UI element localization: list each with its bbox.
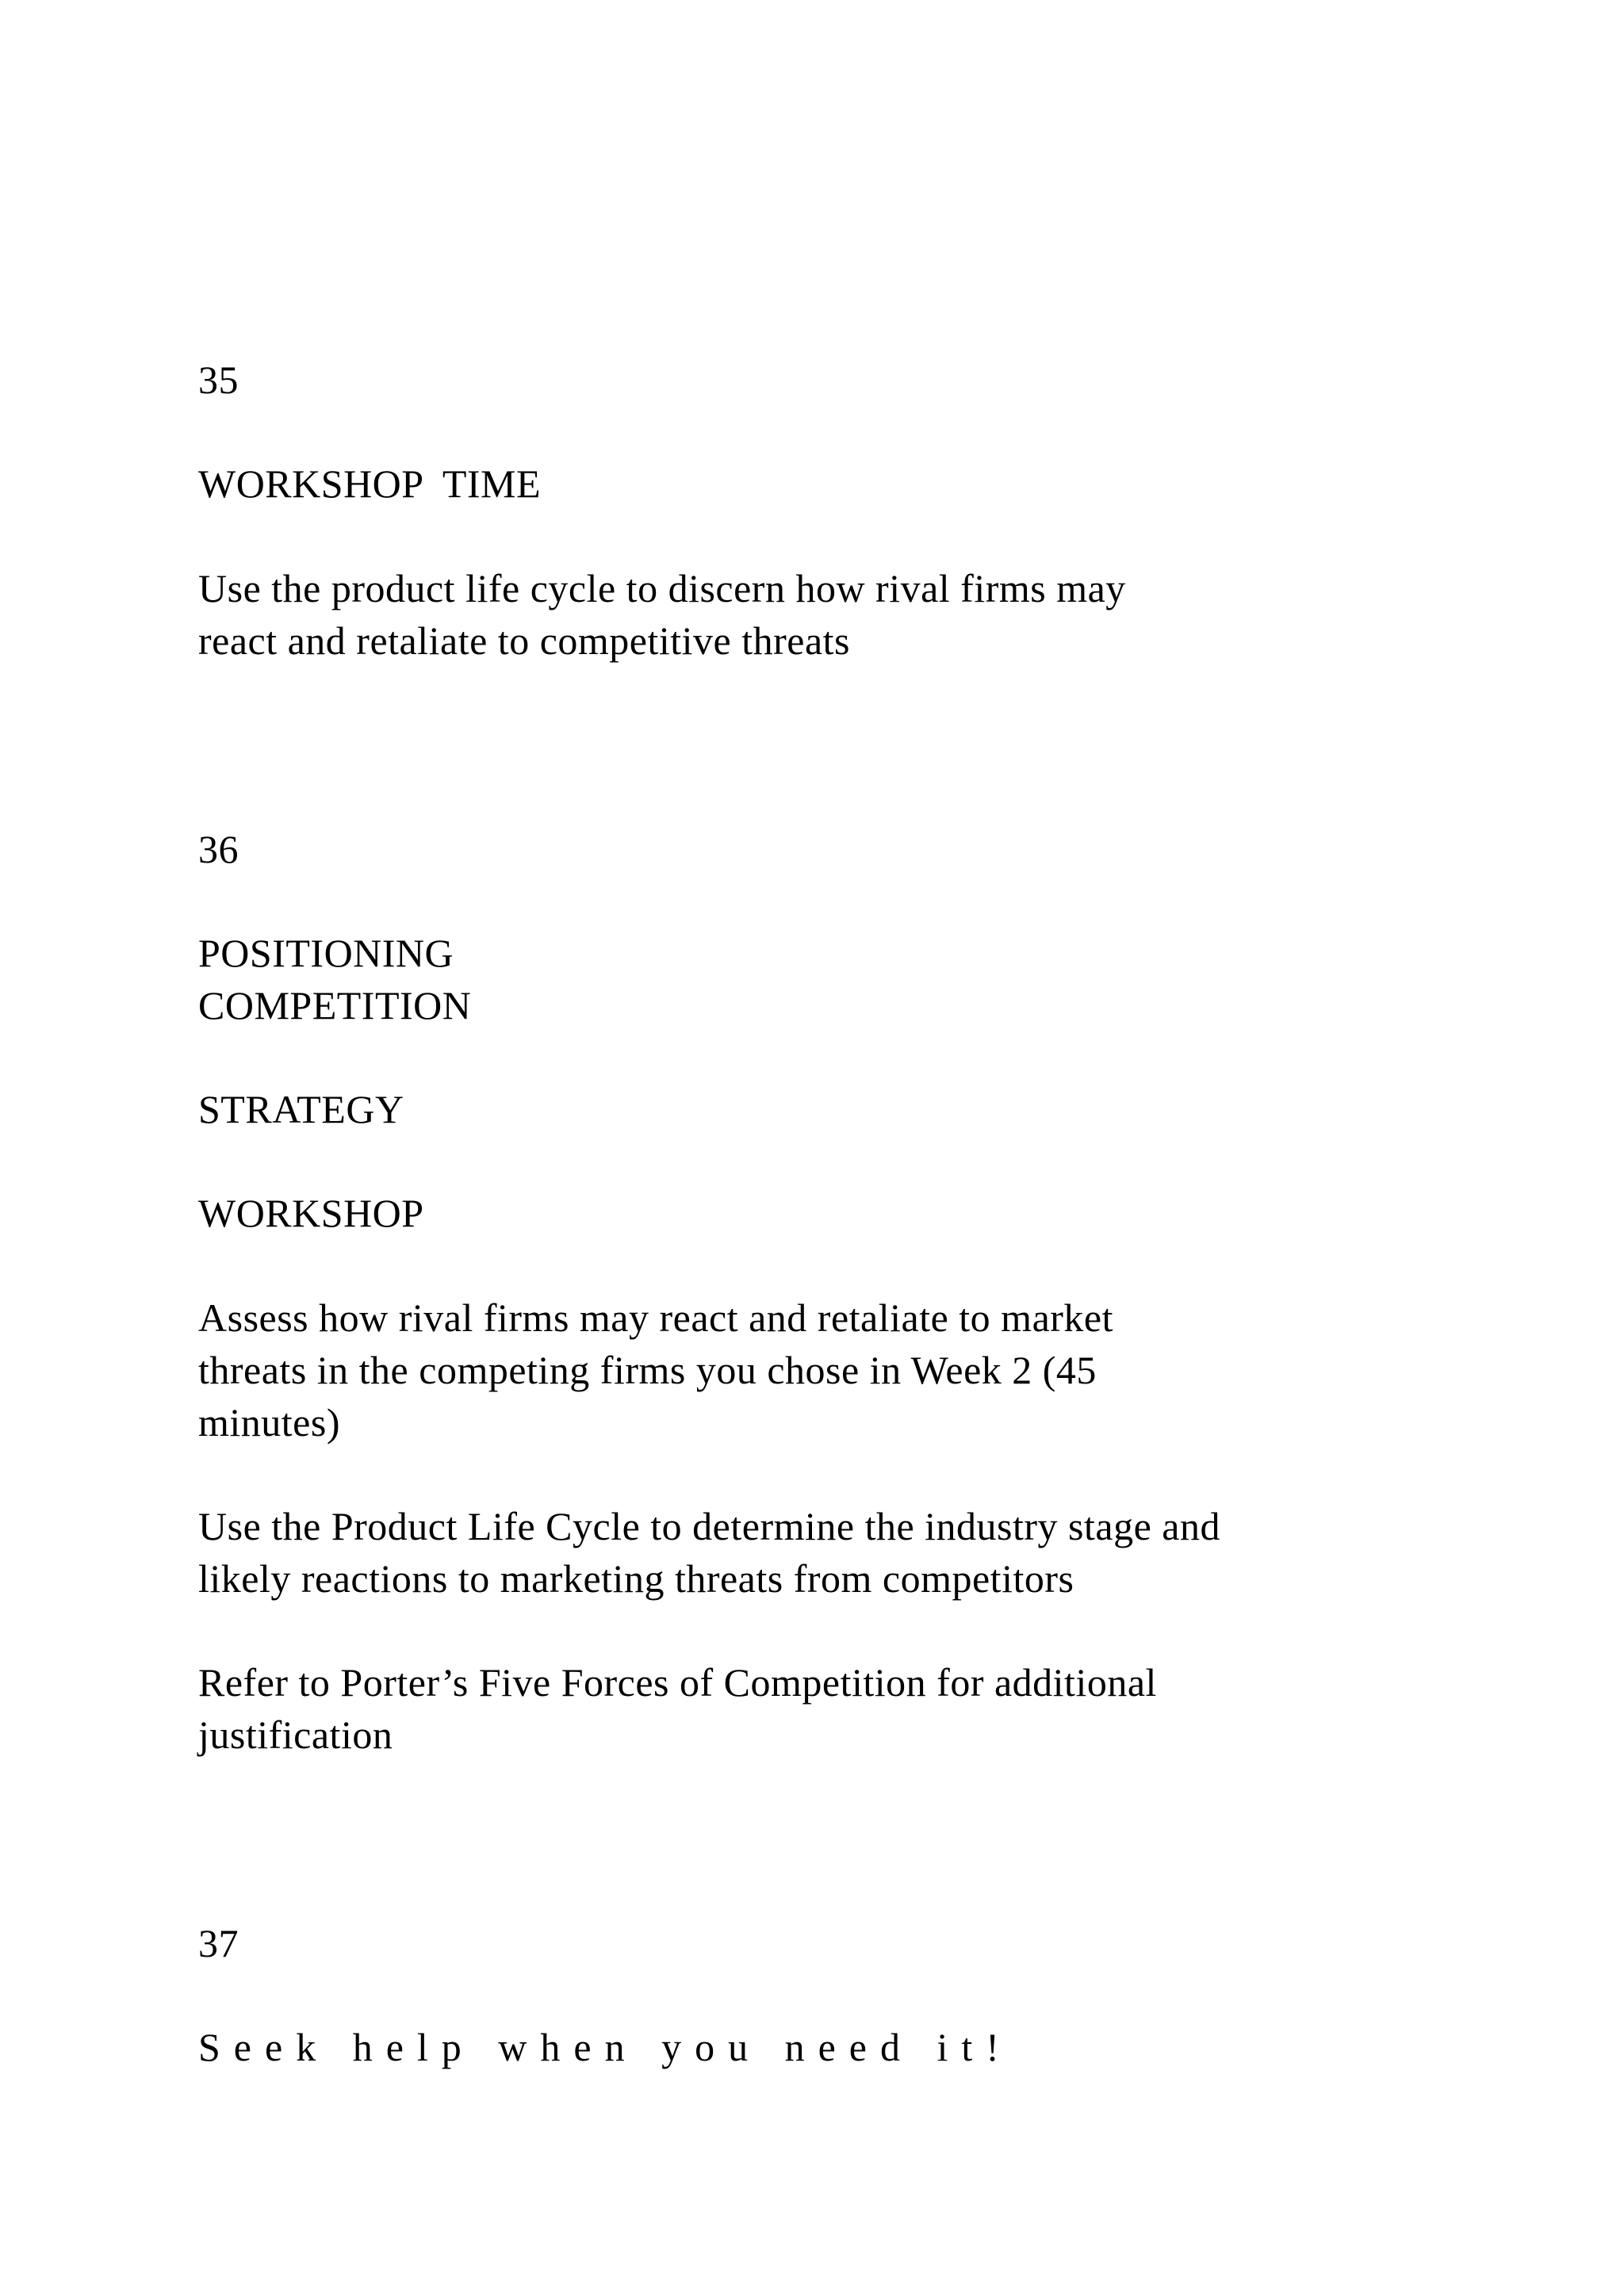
seek-help-message: Seek help when you need it!	[198, 2025, 1013, 2069]
page-number-37: 37	[198, 1921, 239, 1965]
body-line: react and retaliate to competitive threats	[198, 618, 851, 663]
paragraph-plc-line: likely reactions to marketing threats from competitors	[198, 1556, 1074, 1601]
page-number-36: 36	[198, 827, 239, 871]
paragraph-assess-line: minutes)	[198, 1400, 340, 1445]
page-number-35: 35	[198, 358, 239, 402]
heading-competition: COMPETITION	[198, 983, 472, 1027]
heading-workshop: WORKSHOP	[198, 1191, 424, 1235]
workshop-time-heading: WORKSHOP TIME	[198, 461, 542, 506]
paragraph-porter-line: justification	[198, 1712, 393, 1757]
paragraph-porter-line: Refer to Porter’s Five Forces of Competition for additional	[198, 1660, 1157, 1705]
paragraph-assess-line: Assess how rival firms may react and retaliate to market	[198, 1295, 1114, 1340]
heading-strategy: STRATEGY	[198, 1087, 404, 1131]
body-line: Use the product life cycle to discern how rival firms may	[198, 566, 1126, 610]
paragraph-assess-line: threats in the competing firms you chose in Week 2 (45	[198, 1348, 1097, 1392]
paragraph-plc-line: Use the Product Life Cycle to determine the industry stage and	[198, 1504, 1220, 1548]
heading-positioning: POSITIONING	[198, 931, 454, 975]
